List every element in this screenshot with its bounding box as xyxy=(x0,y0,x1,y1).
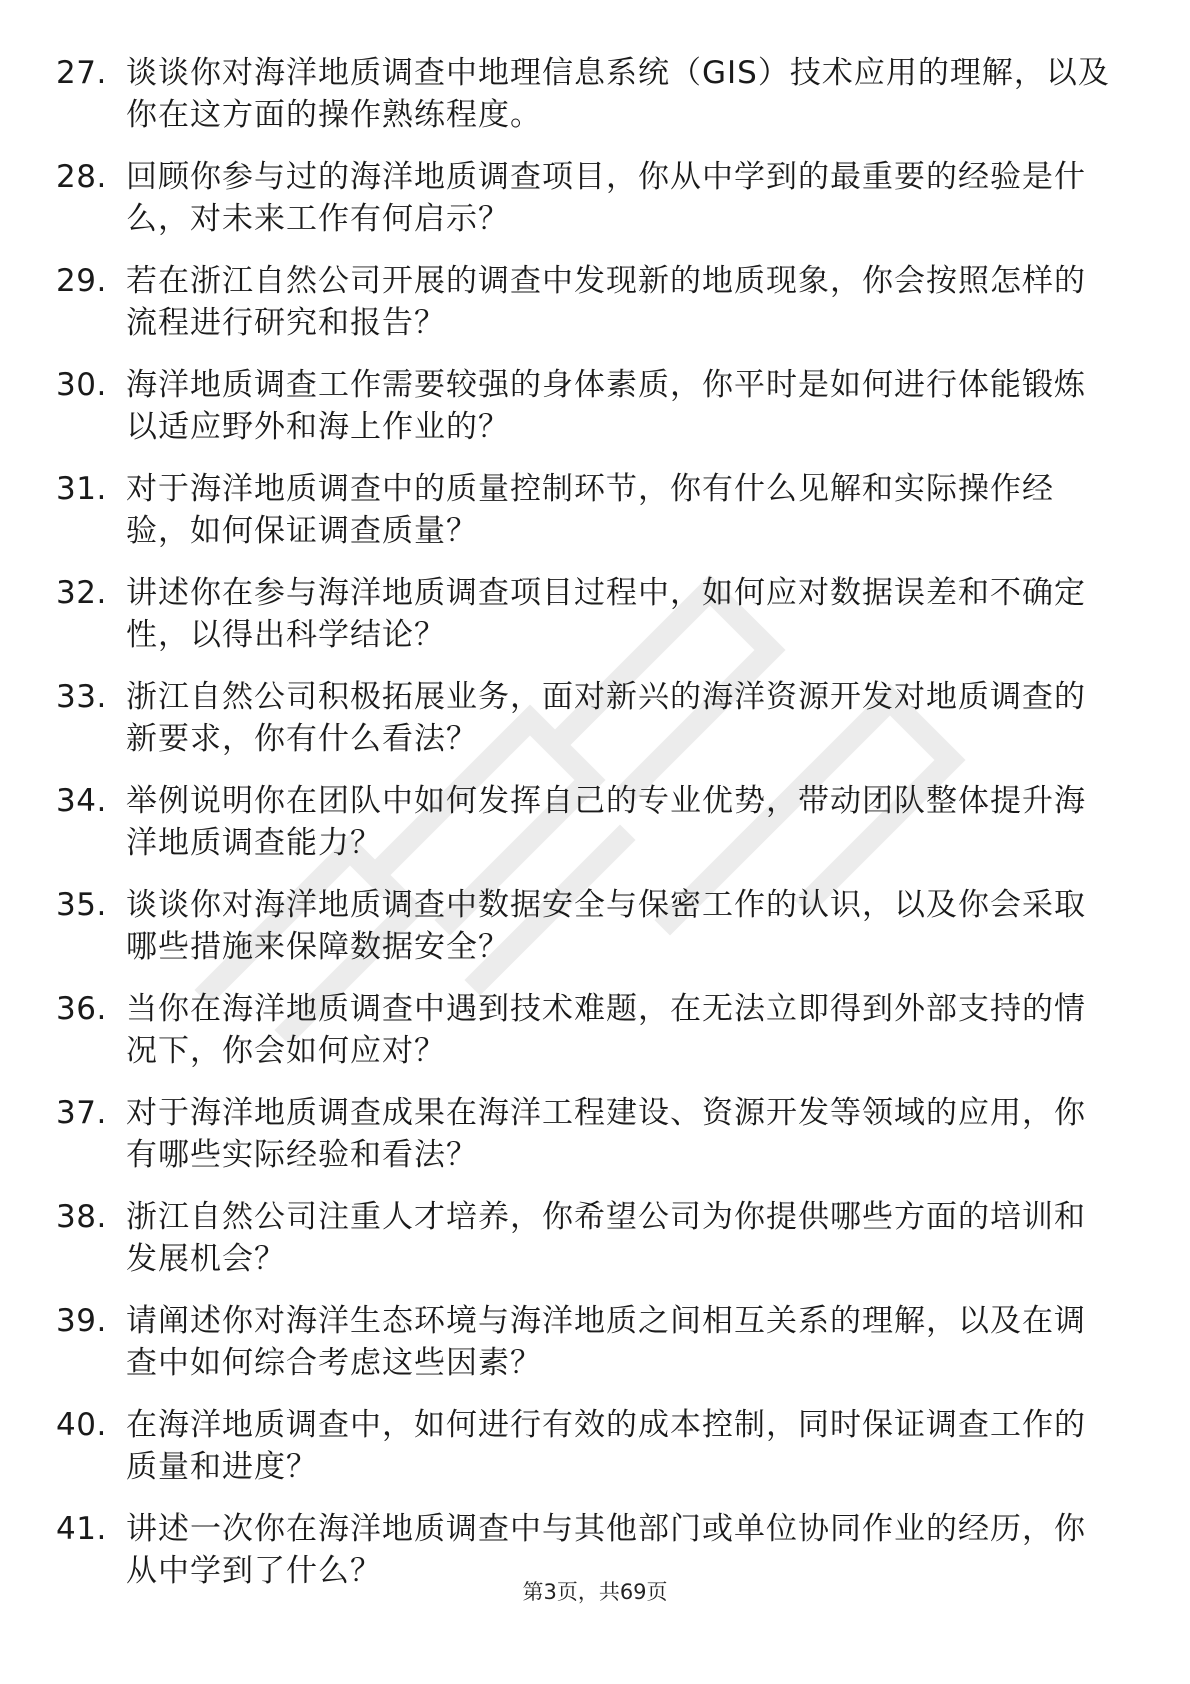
question-number: 39. xyxy=(56,1303,107,1339)
list-item xyxy=(56,1196,1116,1300)
list-item xyxy=(56,1404,1116,1508)
question-number: 33. xyxy=(56,679,107,715)
list-item xyxy=(56,156,1116,260)
list-item xyxy=(56,260,1116,364)
question-text: 讲述一次你在海洋地质调查中与其他部门或单位协同作业的经历，你从中学到了什么？ xyxy=(126,1511,1086,1589)
list-item xyxy=(56,676,1116,780)
list-item xyxy=(56,468,1116,572)
question-text: 浙江自然公司注重人才培养，你希望公司为你提供哪些方面的培训和发展机会？ xyxy=(126,1199,1086,1277)
question-number: 41. xyxy=(56,1511,107,1547)
question-text: 对于海洋地质调查中的质量控制环节，你有什么见解和实际操作经验，如何保证调查质量？ xyxy=(126,471,1054,549)
question-text: 浙江自然公司积极拓展业务，面对新兴的海洋资源开发对地质调查的新要求，你有什么看法？ xyxy=(126,679,1086,757)
list-item xyxy=(56,884,1116,988)
list-item xyxy=(56,572,1116,676)
question-number: 38. xyxy=(56,1199,107,1235)
question-text: 若在浙江自然公司开展的调查中发现新的地质现象，你会按照怎样的流程进行研究和报告？ xyxy=(126,263,1086,341)
list-item xyxy=(56,988,1116,1092)
question-text: 谈谈你对海洋地质调查中数据安全与保密工作的认识，以及你会采取哪些措施来保障数据安全？ xyxy=(126,887,1086,965)
question-number: 34. xyxy=(56,783,107,819)
list-item xyxy=(56,1300,1116,1404)
list-item xyxy=(56,52,1116,156)
question-text: 讲述你在参与海洋地质调查项目过程中，如何应对数据误差和不确定性，以得出科学结论？ xyxy=(126,575,1086,653)
list-item xyxy=(56,364,1116,468)
question-number: 29. xyxy=(56,263,107,299)
question-number: 37. xyxy=(56,1095,107,1131)
question-list xyxy=(56,52,1116,1612)
question-text: 回顾你参与过的海洋地质调查项目，你从中学到的最重要的经验是什么，对未来工作有何启示？ xyxy=(126,159,1086,237)
question-number: 28. xyxy=(56,159,107,195)
page-number: 第3页，共69页 xyxy=(522,1580,668,1604)
question-number: 30. xyxy=(56,367,107,403)
question-number: 35. xyxy=(56,887,107,923)
question-number: 32. xyxy=(56,575,107,611)
question-number: 31. xyxy=(56,471,107,507)
question-number: 36. xyxy=(56,991,107,1027)
question-number: 40. xyxy=(56,1407,107,1443)
question-text: 当你在海洋地质调查中遇到技术难题，在无法立即得到外部支持的情况下，你会如何应对？ xyxy=(126,991,1086,1069)
question-text: 对于海洋地质调查成果在海洋工程建设、资源开发等领域的应用，你有哪些实际经验和看法？ xyxy=(126,1095,1086,1173)
list-item xyxy=(56,1092,1116,1196)
question-text: 在海洋地质调查中，如何进行有效的成本控制，同时保证调查工作的质量和进度？ xyxy=(126,1407,1086,1485)
question-text: 举例说明你在团队中如何发挥自己的专业优势，带动团队整体提升海洋地质调查能力？ xyxy=(126,783,1086,861)
question-text: 谈谈你对海洋地质调查中地理信息系统（GIS）技术应用的理解，以及你在这方面的操作熟练程度。 xyxy=(126,55,1110,133)
list-item xyxy=(56,780,1116,884)
question-text: 请阐述你对海洋生态环境与海洋地质之间相互关系的理解，以及在调查中如何综合考虑这些因素？ xyxy=(126,1303,1086,1381)
question-text: 海洋地质调查工作需要较强的身体素质，你平时是如何进行体能锻炼以适应野外和海上作业的？ xyxy=(126,367,1086,445)
question-number: 27. xyxy=(56,55,107,91)
